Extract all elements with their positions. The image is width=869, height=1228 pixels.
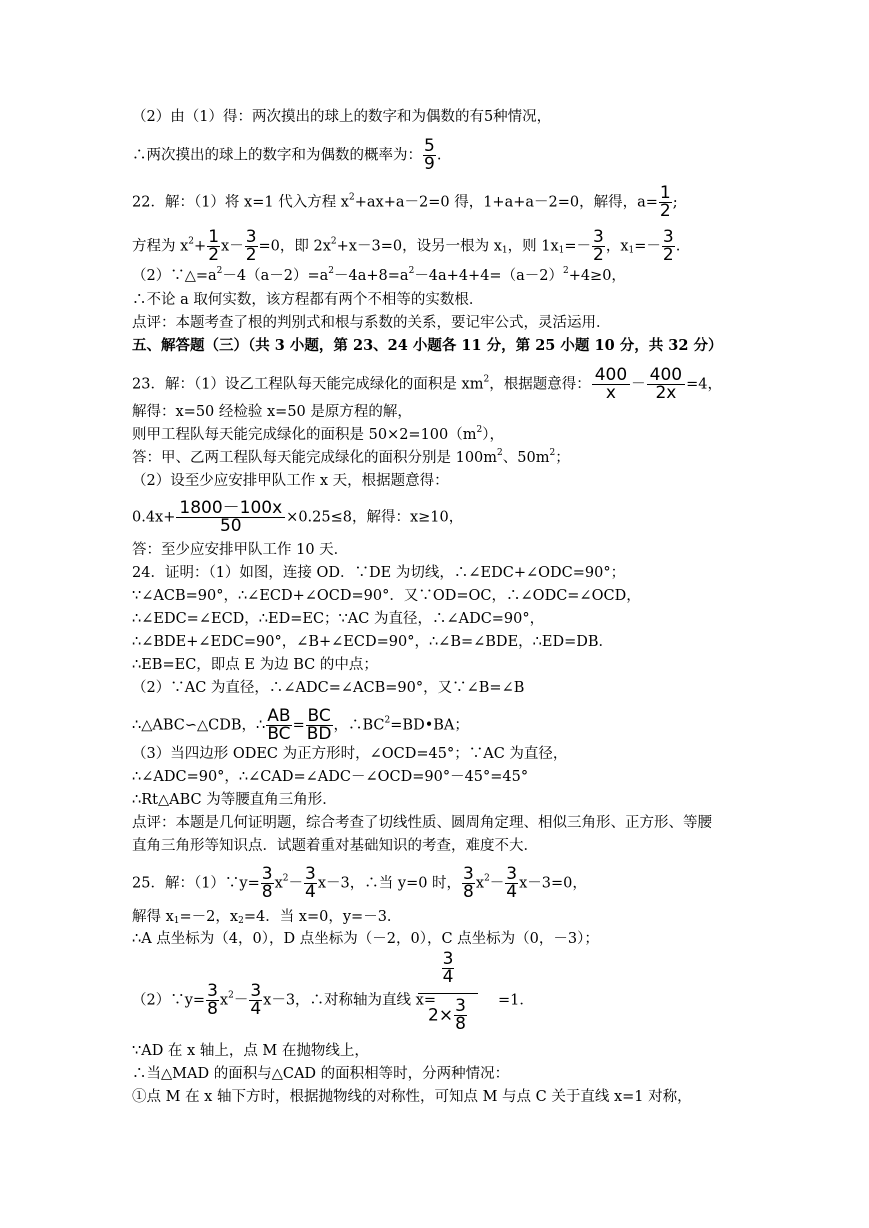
text-line: ∴不论 a 取何实数，该方程都有两个不相等的实数根． xyxy=(132,292,484,308)
complex-fraction-denominator: 2× $\frac{3}{8}$ xyxy=(428,996,466,1034)
fraction: $\frac{1800-100x}{50}$ xyxy=(176,500,285,535)
fraction: $\frac{400}{2x}$ xyxy=(647,367,685,402)
text-line: 解得 $x_1=-2$，$x_2=4$．当 x=0，y=－3． xyxy=(132,909,402,926)
text-line: ∴∠ADC=90°，∴∠CAD=∠ADC－∠OCD=90°－45°=45° xyxy=(132,769,529,785)
text-line: （2）由（1）得：两次摸出的球上的数字和为偶数的有5种情况， xyxy=(132,109,552,125)
text-line: 24．证明：（1）如图，连接 OD．∵DE 为切线，∴∠EDC+∠ODC=90°； xyxy=(132,565,626,581)
text-line: 则甲工程队每天能完成绿化的面积是 $50\times 2=100(m^2)$， xyxy=(132,425,504,443)
text-line: ①点 M 在 x 轴下方时，根据抛物线的对称性，可知点 M 与点 C 关于直线 x=1 对称， xyxy=(132,1089,692,1105)
fraction: $\frac{1}{2}$ xyxy=(208,227,220,265)
fraction: $\frac{400}{x}$ xyxy=(592,367,630,402)
text-line: ∴A 点坐标为（4，0），D 点坐标为（－2，0），C 点坐标为（0，－3）； xyxy=(132,931,599,947)
fraction: $\frac{3}{4}$ xyxy=(305,864,316,902)
complex-fraction-numerator xyxy=(417,951,479,986)
fraction: $\frac{3}{8}$ xyxy=(455,996,466,1034)
text-line: 方程为 $x^2+$ $\frac{1}{2}$ x－ $\frac{3}{2}$ =0，即 $2x^2+x-3=0$，设另一根为 $x_1$，则 $1x_1=-$ $\frac{3}{2}$ ，$x_1=-$ $\frac{3}{2}$ . xyxy=(132,227,681,265)
text-line: $(2)\because\triangle=a^2-4(a-2)=a^2-4a+8=a^2-4a+4+4=(a-2)^2+4\ge 0$， xyxy=(132,266,626,284)
text-line: 点评：本题考查了根的判别式和根与系数的关系，要记牢公式，灵活运用． xyxy=(132,315,611,331)
text-line: 23．解：（1）设乙工程队每天能完成绿化的面积是 $xm^2$，根据题意得： $\frac{400}{x}$ － $\frac{400}{2x}$ =4， xyxy=(132,365,722,403)
text-line: 答：至少应安排甲队工作 10 天． xyxy=(132,542,349,558)
text-line: ∴△ABC∽△CDB，∴ $\frac{AB}{BC}$ = $\frac{BC}{BD}$ ，$\therefore BC^2=BD•BA$； xyxy=(132,706,469,744)
text-line: ∴∠BDE+∠EDC=90°，∠B+∠ECD=90°，∴∠B=∠BDE，∴ED=DB． xyxy=(132,634,614,650)
text-line: ∵∠ACB=90°，∴∠ECD+∠OCD=90°．又∵OD=OC，∴∠ODC=∠OCD， xyxy=(132,588,641,604)
text-line: 22．解：（1）将 x=1 代入方程 $x^2+ax+a-2=0$ 得，1+a+a－2=0，解得，a= $\frac{1}{2}$ ; xyxy=(132,183,678,221)
text-line: 点评：本题是几何证明题，综合考查了切线性质、圆周角定理、相似三角形、正方形、等腰 xyxy=(132,815,712,831)
fraction: $\frac{BC}{BD}$ xyxy=(306,706,332,744)
text-line: ∴EB=EC，即点 E 为边 BC 的中点； xyxy=(132,657,378,673)
fraction: $\frac{3}{2}$ xyxy=(662,227,674,265)
text-line: 直角三角形等知识点．试题着重对基础知识的考查，难度不大． xyxy=(132,838,538,854)
text-line: ∴两次摸出的球上的数字和为偶数的概率为： $\frac{5}{9}$ . xyxy=(132,136,442,174)
text-line: （3）当四边形 ODEC 为正方形时，∠OCD=45°；∵AC 为直径， xyxy=(132,746,568,762)
text-line: ∴∠EDC=∠ECD，∴ED=EC；∵AC 为直径，∴∠ADC=90°， xyxy=(132,611,545,627)
fraction: $\frac{3}{4}$ xyxy=(250,981,262,1019)
fraction: $\frac{5}{9}$ xyxy=(424,136,435,174)
fraction-bar xyxy=(418,993,478,994)
fraction: $\frac{3}{4}$ xyxy=(506,864,518,902)
fraction: $\frac{3}{4}$ xyxy=(442,949,454,987)
text-line: ∴当△MAD 的面积与△CAD 的面积相等时，分两种情况： xyxy=(132,1066,510,1082)
text-line: ∵AD 在 x 轴上，点 M 在抛物线上， xyxy=(132,1043,369,1059)
fraction: $\frac{3}{2}$ xyxy=(245,227,257,265)
fraction: $\frac{3}{8}$ xyxy=(463,864,474,902)
fraction: $\frac{1}{2}$ xyxy=(659,183,671,221)
fraction: $\frac{3}{8}$ xyxy=(261,864,273,902)
text-line: （2）∵AC 为直径，∴∠ADC=∠ACB=90°，又∵∠B=∠B xyxy=(132,680,525,696)
text-line: （2）设至少应安排甲队工作 x 天，根据题意得： xyxy=(132,473,449,489)
text-line: （2）∵y= $\frac{3}{8}$ $x^2-$ $\frac{3}{4}$ x－3，∴对称轴为直线 x= =1． xyxy=(132,981,534,1019)
fraction: $\frac{3}{2}$ xyxy=(593,227,604,265)
text-line: 答：甲、乙两工程队每天能完成绿化的面积分别是 $100m^2$、$50m^2$； xyxy=(132,448,570,466)
section-heading: 五、解答题（三）（共 3 小题，第 23、24 小题各 11 分，第 25 小题 10 分，共 32 分） xyxy=(132,337,723,354)
text-line: 25．解：（1）∵y= $\frac{3}{8}$ $x^2-$ $\frac{3}{4}$ x－3，∴当 y=0 时， $\frac{3}{8}$ $x^2-$ $\frac{3}{4}$ x－3=0， xyxy=(132,864,587,902)
fraction: $\frac{AB}{BC}$ xyxy=(267,706,291,744)
fraction: $\frac{3}{8}$ xyxy=(207,981,218,1019)
text-line: ∴Rt△ABC 为等腰直角三角形． xyxy=(132,792,337,808)
text-line: 解得：x=50 经检验 x=50 是原方程的解， xyxy=(132,404,412,420)
text-line: 0.4x+ $\frac{1800-100x}{50}$ ×0.25≤8，解得：x≥10， xyxy=(132,498,464,536)
